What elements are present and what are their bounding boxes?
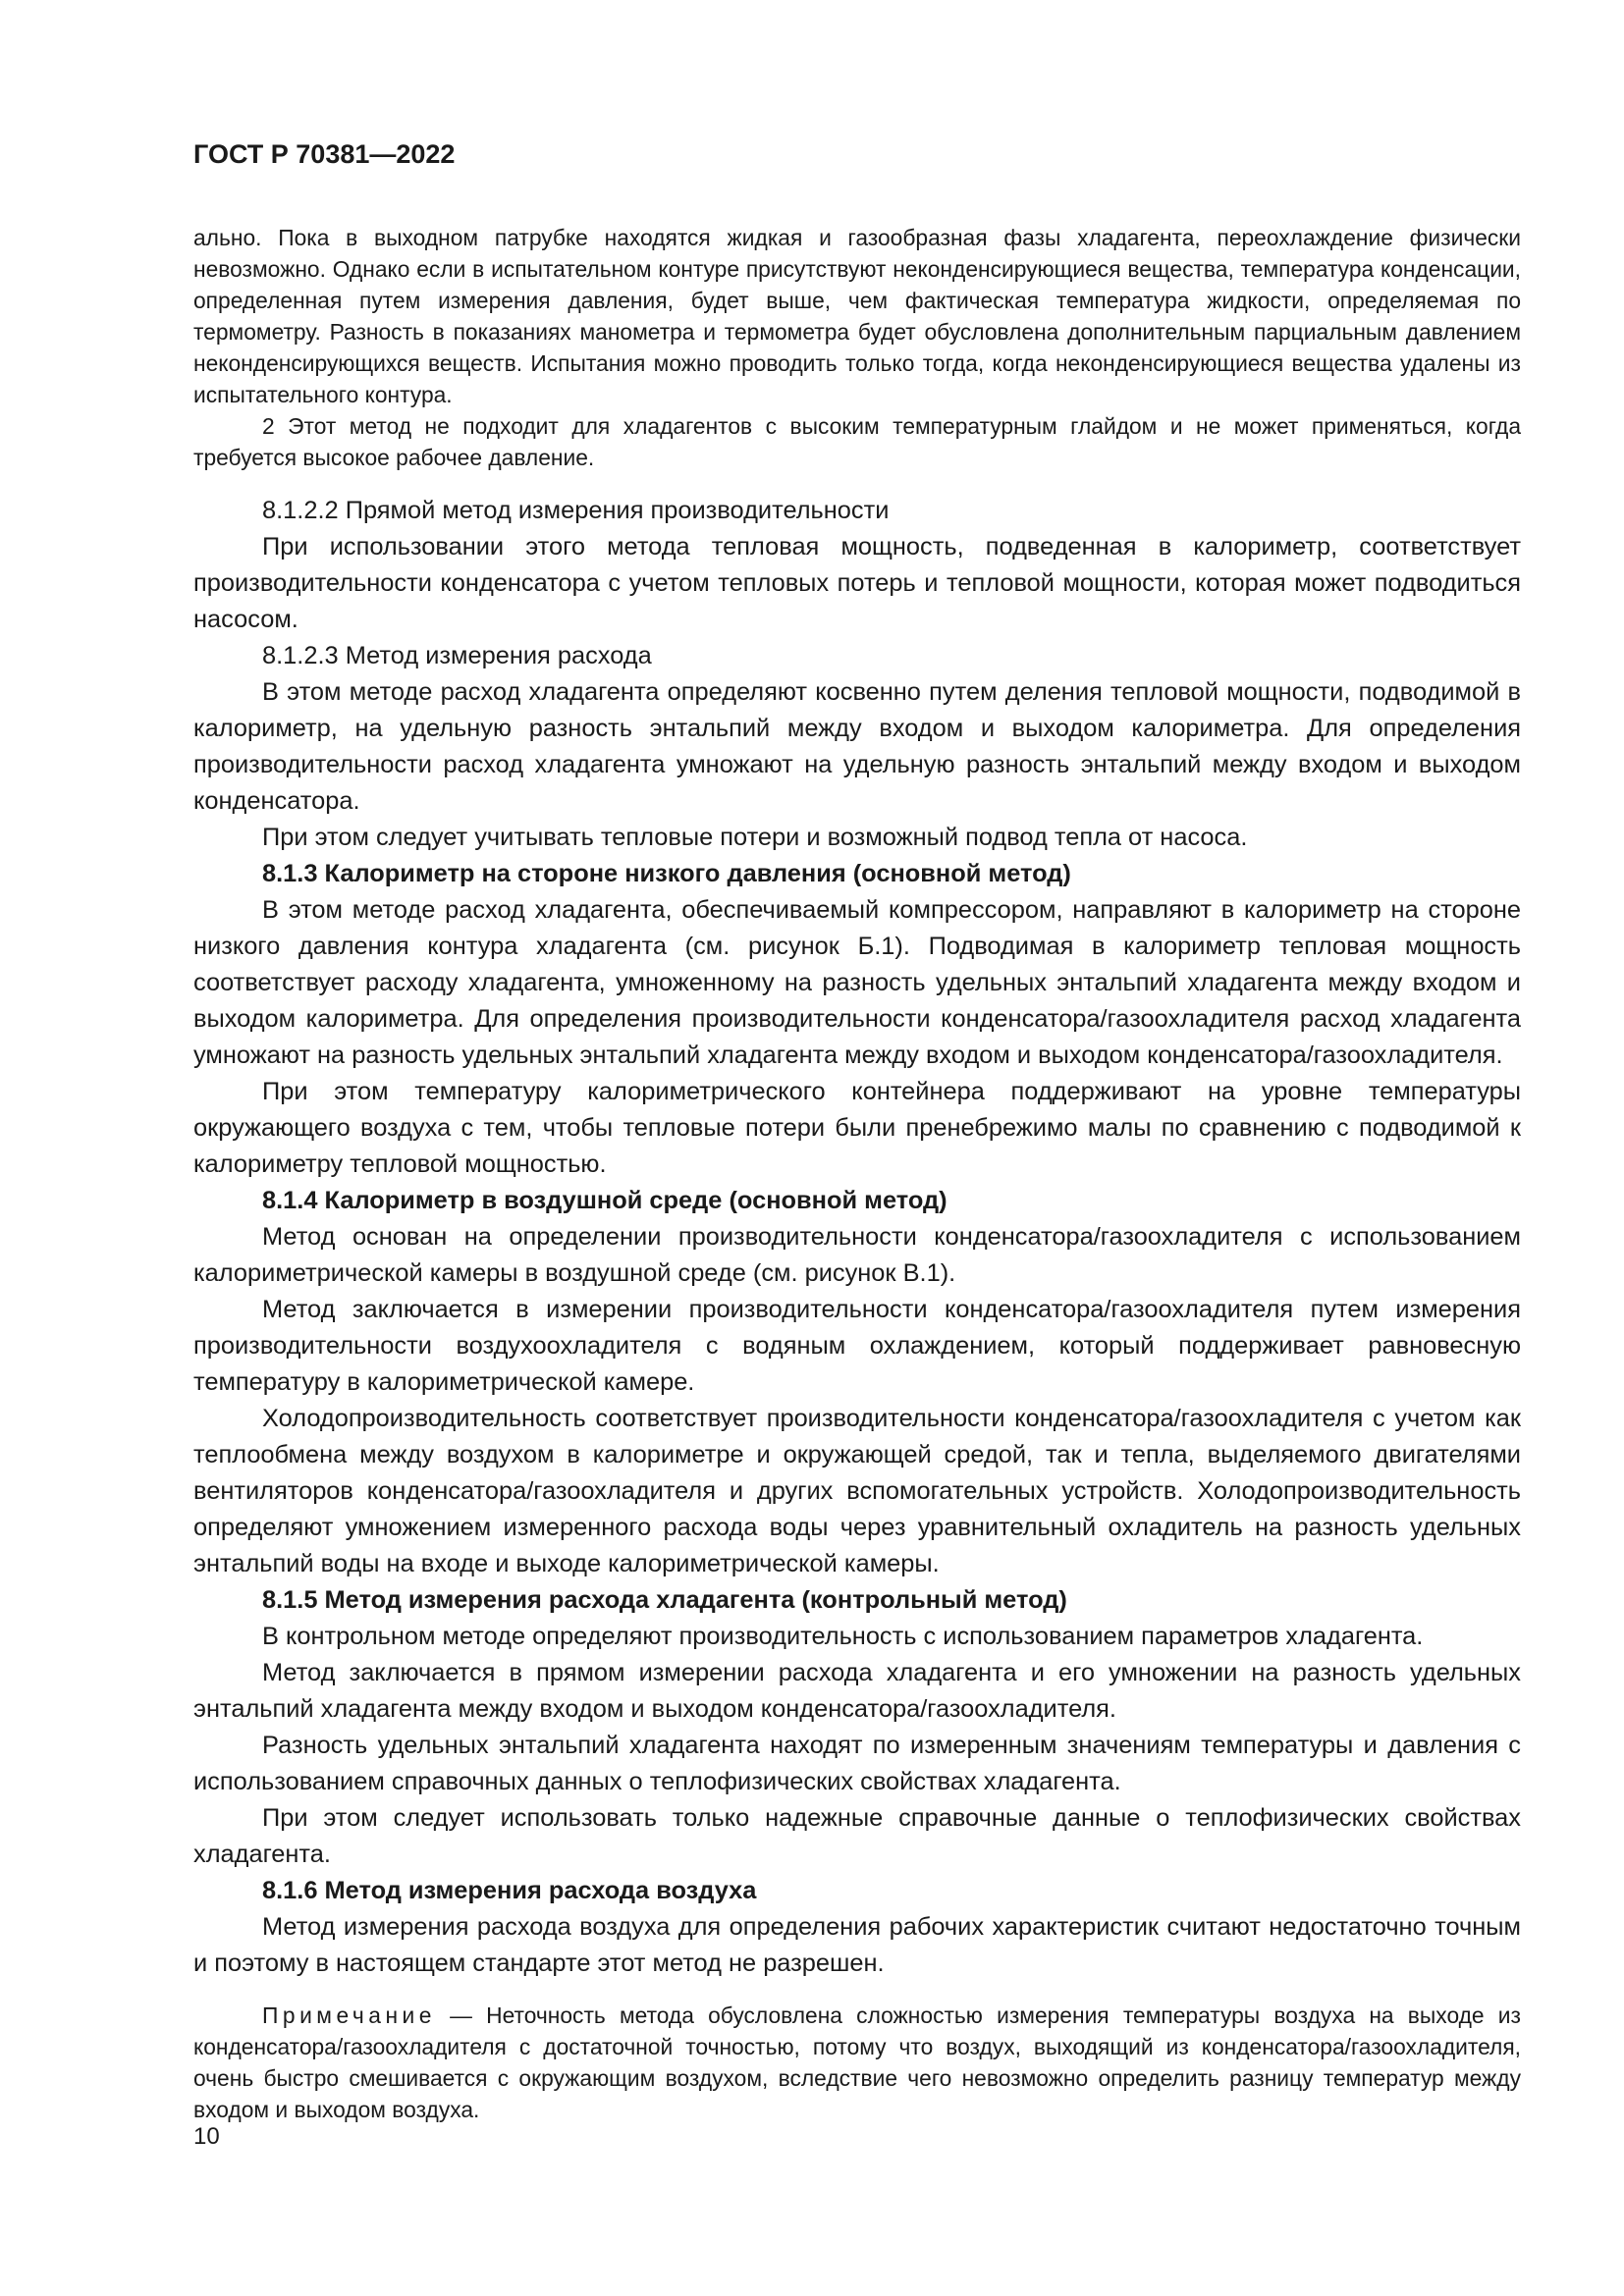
section-8-1-2-3-paragraph-1: В этом методе расход хладагента определяют косвенно путем деления тепловой мощности, подводимой в калориметр, на удельную разность энтальпий между входом и выходом калориметра. Для определения производительности расход хладагента умножают на удельную разность энтальпий между входом и выходом конденсатора. xyxy=(193,678,1521,815)
section-8-1-4-paragraph-1: Метод основан на определении производительности конденсатора/газоохладителя с использованием калориметрической камеры в воздушной среде (см. рисунок В.1). xyxy=(193,1223,1521,1287)
section-8-1-6-paragraph: Метод измерения расхода воздуха для определения рабочих характеристик считают недостаточно точным и поэтому в настоящем стандарте этот метод не разрешен. xyxy=(193,1913,1521,1977)
section-8-1-2-2-heading: 8.1.2.2 Прямой метод измерения производительности xyxy=(262,497,890,524)
section-8-1-2-2-paragraph: При использовании этого метода тепловая мощность, подведенная в калориметр, соответствует производительности конденсатора с учетом тепловых потерь и тепловой мощности, которая может подводиться насосом. xyxy=(193,533,1521,633)
section-8-1-5-paragraph-4: При этом следует использовать только надежные справочные данные о теплофизических свойствах хладагента. xyxy=(193,1804,1521,1868)
section-8-1-4-paragraph-2: Метод заключается в измерении производительности конденсатора/газоохладителя путем измерения производительности воздухоохладителя с водяным охлаждением, который поддерживает равновесную температуру в калориметрической камере. xyxy=(193,1296,1521,1396)
final-note-label: Примечание xyxy=(262,2002,436,2028)
section-8-1-6-heading: 8.1.6 Метод измерения расхода воздуха xyxy=(262,1877,757,1904)
note-2: 2 Этот метод не подходит для хладагентов с высоким температурным глайдом и не может применяться, когда требуется высокое рабочее давление. xyxy=(193,413,1521,470)
section-8-1-5-paragraph-2: Метод заключается в прямом измерении расхода хладагента и его умножении на разность удельных энтальпий хладагента между входом и выходом конденсатора/газоохладителя. xyxy=(193,1659,1521,1723)
section-8-1-2-3-heading: 8.1.2.3 Метод измерения расхода xyxy=(262,642,652,669)
final-note-text: — Неточность метода обусловлена сложностью измерения температуры воздуха на выходе из конденсатора/газоохладителя с достаточной точностью, потому что воздух, выходящий из конденсатора/газоохладителя, очень быстро смешивается с окружающим воздухом, вследствие чего невозможно определить разницу температур между входом и выходом воздуха. xyxy=(193,2002,1521,2122)
section-8-1-5-paragraph-1: В контрольном методе определяют производительность с использованием параметров хладагента. xyxy=(262,1623,1424,1650)
section-8-1-4-heading: 8.1.4 Калориметр в воздушной среде (основной метод) xyxy=(262,1187,947,1214)
section-8-1-3-paragraph-1: В этом методе расход хладагента, обеспечиваемый компрессором, направляют в калориметр на стороне низкого давления контура хладагента (см. рисунок Б.1). Подводимая в калориметр тепловая мощность соответствует расходу хладагента, умноженному на разность удельных энтальпий хладагента между входом и выходом калориметра. Для определения производительности конденсатора/газоохладителя расход хладагента умножают на разность удельных энтальпий хладагента между входом и выходом конденсатора/газоохладителя. xyxy=(193,896,1521,1069)
section-8-1-4-paragraph-3: Холодопроизводительность соответствует производительности конденсатора/газоохладителя с учетом как теплообмена между воздухом в калориметре и окружающей средой, так и тепла, выделяемого двигателями вентиляторов конденсатора/газоохладителя и других вспомогательных устройств. Холодопроизводительность определяют умножением измеренного расхода воды через уравнительный охладитель на разность удельных энтальпий воды на входе и выходе калориметрической камеры. xyxy=(193,1405,1521,1577)
section-8-1-5-paragraph-3: Разность удельных энтальпий хладагента находят по измеренным значениям температуры и давления с использованием справочных данных о теплофизических свойствах хладагента. xyxy=(193,1732,1521,1795)
section-8-1-3-paragraph-2: При этом температуру калориметрического контейнера поддерживают на уровне температуры окружающего воздуха с тем, чтобы тепловые потери были пренебрежимо малы по сравнению с подводимой к калориметру тепловой мощностью. xyxy=(193,1078,1521,1178)
page-number: 10 xyxy=(193,2123,220,2150)
note-continuation: ально. Пока в выходном патрубке находятся жидкая и газообразная фазы хладагента, переохлаждение физически невозможно. Однако если в испытательном контуре присутствуют неконденсирующиеся вещества, температура конденсации, определенная путем измерения давления, будет выше, чем фактическая температура жидкости, определяемая по термометру. Разность в показаниях манометра и термометра будет обусловлена дополнительным парциальным давлением неконденсирующихся веществ. Испытания можно проводить только тогда, когда неконденсирующиеся вещества удалены из испытательного контура. xyxy=(193,225,1521,407)
document-page xyxy=(193,137,1521,2125)
section-8-1-5-heading: 8.1.5 Метод измерения расхода хладагента (контрольный метод) xyxy=(262,1586,1067,1614)
final-note xyxy=(193,2000,1521,2125)
section-8-1-3-heading: 8.1.3 Калориметр на стороне низкого давления (основной метод) xyxy=(262,860,1071,887)
document-header: ГОСТ Р 70381—2022 xyxy=(193,139,456,169)
section-8-1-2-3-paragraph-2: При этом следует учитывать тепловые потери и возможный подвод тепла от насоса. xyxy=(262,824,1248,851)
